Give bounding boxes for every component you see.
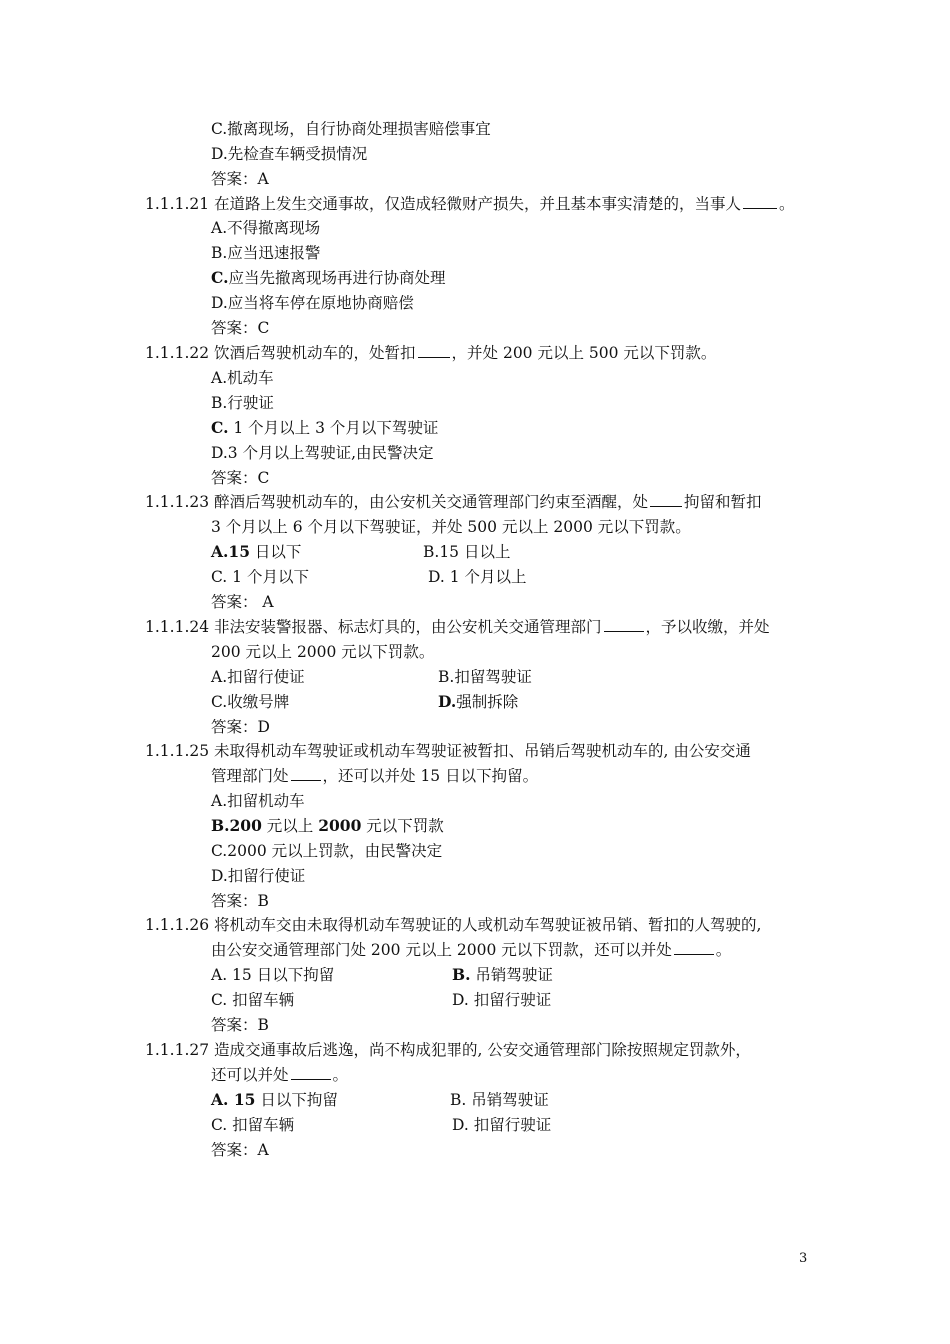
fill-blank: [650, 492, 682, 507]
fill-blank: [674, 940, 714, 955]
option-row: A. 15 日以下拘留 B. 吊销驾驶证: [211, 965, 553, 984]
question-21: 1.1.1.21 在道路上发生交通事故，仅造成轻微财产损失，并且基本事实清楚的，当事人 。: [145, 195, 795, 213]
question-23-cont: 3 个月以上 6 个月以下驾驶证，并处 500 元以上 2000 元以下罚款。: [211, 518, 691, 536]
option-row: A.扣留行使证 B.扣留驾驶证: [211, 668, 532, 686]
option-line: C.撤离现场，自行协商处理损害赔偿事宜: [211, 120, 491, 138]
option-line: B.行驶证: [211, 394, 274, 412]
question-25-cont: 管理部门处 ，还可以并处 15 日以下拘留。: [211, 767, 539, 785]
question-26: 1.1.1.26 将机动车交由未取得机动车驾驶证的人或机动车驾驶证被吊销、暂扣的人驾驶的,: [145, 916, 762, 934]
option-row: C. 扣留车辆 D. 扣留行驶证: [211, 1116, 552, 1134]
answer-line: 答案：C: [211, 319, 270, 337]
question-27: 1.1.1.27 造成交通事故后逃逸，尚不构成犯罪的, 公安交通管理部门除按照规定罚款外，: [145, 1041, 751, 1059]
answer-line: 答案：B: [211, 892, 269, 910]
option-row: A. 15 日以下拘留 B. 吊销驾驶证: [211, 1090, 549, 1109]
option-line: D.应当将车停在原地协商赔偿: [211, 294, 414, 312]
option-line: D.扣留行使证: [211, 867, 306, 885]
option-row: A.15 日以下 B.15 日以上: [211, 542, 511, 561]
option-row: C. 扣留车辆 D. 扣留行驶证: [211, 991, 552, 1009]
option-line: C.2000 元以上罚款，由民警决定: [211, 842, 443, 860]
fill-blank: [604, 617, 644, 632]
option-line: A.机动车: [211, 369, 274, 387]
option-line: A.扣留机动车: [211, 792, 305, 810]
fill-blank: [418, 343, 450, 358]
question-24-cont: 200 元以上 2000 元以下罚款。: [211, 643, 435, 661]
answer-line: 答案：A: [211, 170, 269, 188]
answer-line: 答案：D: [211, 718, 270, 736]
question-22: 1.1.1.22 饮酒后驾驶机动车的，处暂扣 ，并处 200 元以上 500 元以下罚款。: [145, 344, 717, 362]
question-27-cont: 还可以并处 。: [211, 1066, 349, 1084]
question-23: 1.1.1.23 醉酒后驾驶机动车的，由公安机关交通管理部门约束至酒醒，处 拘留和暂扣: [145, 493, 762, 511]
option-line: C. 1 个月以上 3 个月以下驾驶证: [211, 418, 439, 437]
fill-blank: [743, 194, 777, 209]
page-number: 3: [799, 1251, 808, 1266]
answer-line: 答案：C: [211, 469, 270, 487]
option-line: B.200 元以上 2000 元以下罚款: [211, 816, 444, 835]
option-line: C.应当先撤离现场再进行协商处理: [211, 268, 446, 287]
fill-blank: [291, 1065, 331, 1080]
question-26-cont: 由公安交通管理部门处 200 元以上 2000 元以下罚款，还可以并处 。: [211, 941, 732, 959]
question-24: 1.1.1.24 非法安装警报器、标志灯具的，由公安机关交通管理部门 ，予以收缴，并处: [145, 618, 770, 636]
option-line: B.应当迅速报警: [211, 244, 321, 262]
question-25: 1.1.1.25 未取得机动车驾驶证或机动车驾驶证被暂扣、吊销后驾驶机动车的, 由公安交通: [145, 742, 751, 760]
answer-line: 答案：B: [211, 1016, 269, 1034]
fill-blank: [291, 766, 321, 781]
answer-line: 答案：A: [211, 1141, 269, 1159]
answer-line: 答案： A: [211, 593, 274, 611]
option-line: D.3 个月以上驾驶证,由民警决定: [211, 444, 434, 462]
option-line: A.不得撤离现场: [211, 219, 321, 237]
option-line: D.先检查车辆受损情况: [211, 145, 368, 163]
option-row: C. 1 个月以下 D. 1 个月以上: [211, 568, 527, 586]
option-row: C.收缴号牌 D.强制拆除: [211, 692, 519, 711]
